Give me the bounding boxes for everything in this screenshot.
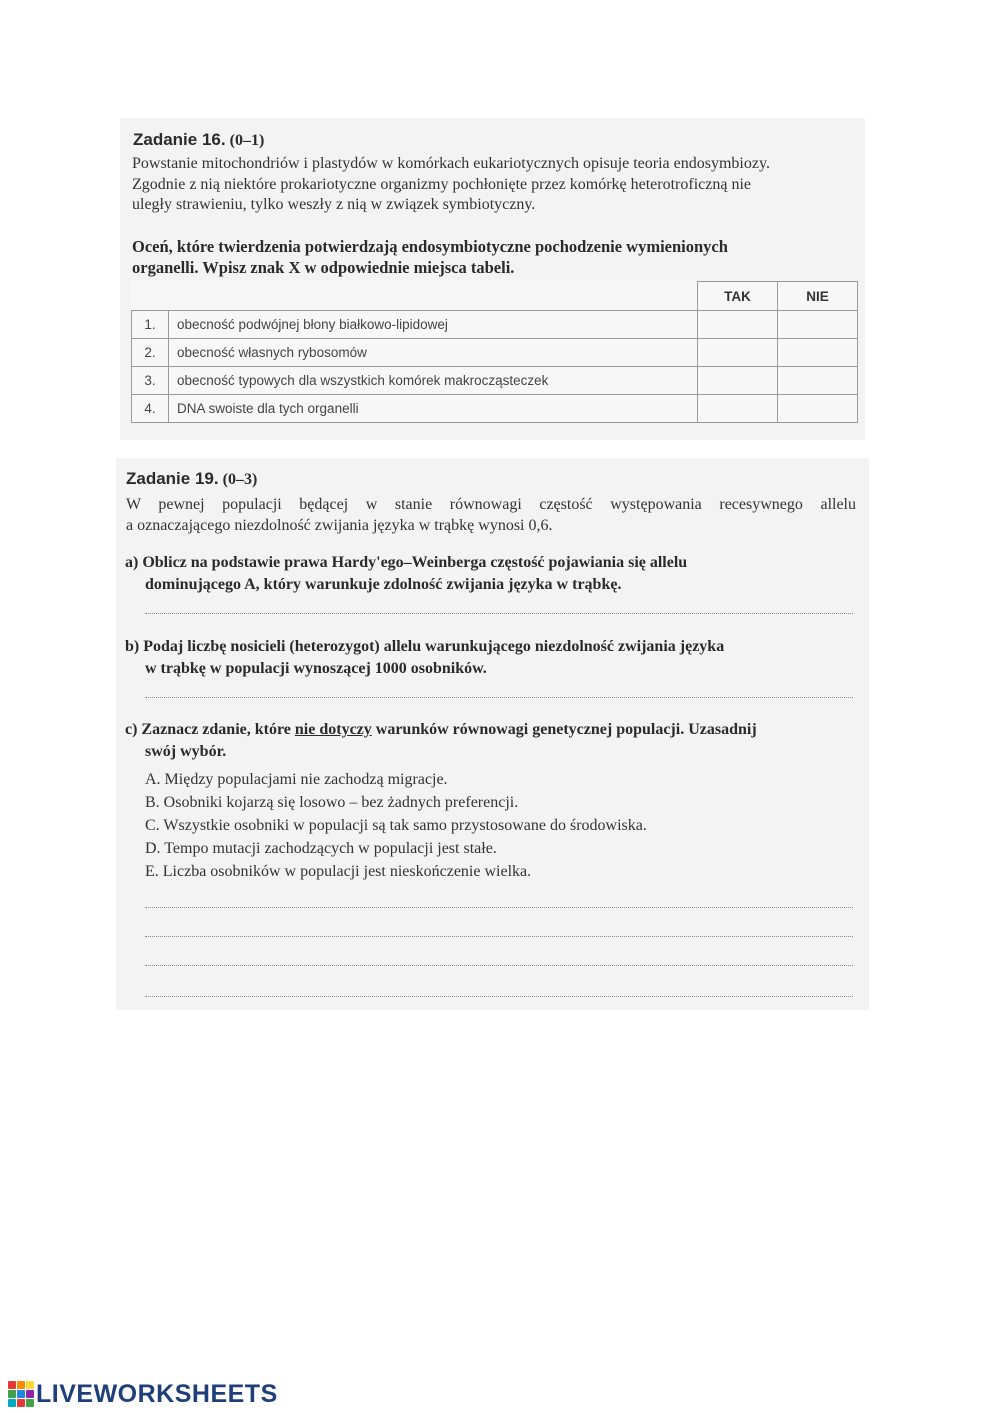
tak-answer-cell[interactable] — [698, 339, 778, 367]
tak-answer-cell[interactable] — [698, 395, 778, 423]
table-row — [132, 339, 858, 367]
row-statement: obecność własnych rybosomów — [169, 339, 698, 367]
logo-square — [17, 1390, 25, 1398]
logo-square — [26, 1390, 34, 1398]
table-row — [132, 395, 858, 423]
row-number: 4. — [132, 395, 169, 423]
task19-title: Zadanie 19. (0–3) — [126, 469, 258, 488]
question-c-options — [145, 768, 845, 883]
answer-line-a[interactable] — [145, 613, 853, 614]
option-d[interactable]: D. Tempo mutacji zachodzących w populacji jest stałe. — [145, 840, 497, 857]
row-statement: obecność typowych dla wszystkich komórek makrocząsteczek — [169, 367, 698, 395]
nie-answer-cell[interactable] — [778, 339, 858, 367]
logo-square — [17, 1399, 25, 1407]
nie-answer-cell[interactable] — [778, 367, 858, 395]
option-c[interactable]: C. Wszystkie osobniki w populacji są tak samo przystosowane do środowiska. — [145, 817, 647, 834]
answer-line-c1[interactable] — [145, 907, 853, 908]
nie-header: NIE — [778, 282, 858, 311]
task16-instruction: Oceń, które twierdzenia potwierdzają endosymbiotyczne pochodzenie wymienionych organelli. Wpisz znak X w odpowiednie miejsca tabeli. — [132, 237, 728, 277]
option-b[interactable]: B. Osobniki kojarzą się losowo – bez żadnych preferencji. — [145, 794, 519, 811]
tak-answer-cell[interactable] — [698, 367, 778, 395]
row-statement: DNA swoiste dla tych organelli — [169, 395, 698, 423]
logo-square — [17, 1381, 25, 1389]
table-row — [132, 311, 858, 339]
answer-line-c4[interactable] — [145, 996, 853, 997]
row-number: 3. — [132, 367, 169, 395]
answer-line-c3[interactable] — [145, 965, 853, 966]
brand-name: LIVEWORKSHEETS — [36, 1379, 278, 1408]
row-statement: obecność podwójnej błony białkowo-lipidowej — [169, 311, 698, 339]
task16-table — [131, 281, 858, 423]
row-number: 2. — [132, 339, 169, 367]
task16-title: Zadanie 16. (0–1) — [133, 130, 265, 149]
logo-square — [8, 1399, 16, 1407]
nie-answer-cell[interactable] — [778, 395, 858, 423]
row-number: 1. — [132, 311, 169, 339]
nie-answer-cell[interactable] — [778, 311, 858, 339]
task19-intro: W pewnej populacji będącej w stanie równowagi częstość występowania recesywnego allelu a oznaczającego niezdolność zwijania języka w trąbkę wynosi 0,6. — [126, 496, 856, 534]
logo-square — [26, 1381, 34, 1389]
logo-square — [8, 1390, 16, 1398]
tak-answer-cell[interactable] — [698, 311, 778, 339]
liveworksheets-logo-icon — [8, 1381, 34, 1407]
option-e[interactable]: E. Liczba osobników w populacji jest nieskończenie wielka. — [145, 863, 532, 880]
logo-square — [8, 1381, 16, 1389]
question-a: a) Oblicz na podstawie prawa Hardy'ego–Weinberga częstość pojawiania się allelu dominującego A, który warunkuje zdolność zwijania języka w trąbkę. — [125, 554, 688, 593]
table-header-row — [132, 282, 858, 311]
tak-header: TAK — [698, 282, 778, 311]
option-a[interactable]: A. Między populacjami nie zachodzą migracje. — [145, 771, 448, 788]
answer-line-b[interactable] — [145, 697, 853, 698]
table-row — [132, 367, 858, 395]
liveworksheets-logo[interactable] — [8, 1380, 278, 1408]
question-b: b) Podaj liczbę nosicieli (heterozygot) allelu warunkującego niezdolność zwijania języka w trąbkę w populacji wynoszącej 1000 osobników. — [125, 638, 725, 677]
logo-square — [26, 1399, 34, 1407]
task16-intro: Powstanie mitochondriów i plastydów w komórkach eukariotycznych opisuje teoria endosymbiozy. Zgodnie z nią niektóre prokariotyczne organizmy pochłonięte przez komórkę heterotroficzną nie uległy strawieniu, tylko weszły z nią w związek symbiotyczny. — [132, 155, 770, 213]
answer-line-c2[interactable] — [145, 936, 853, 937]
question-c: c) Zaznacz zdanie, które nie dotyczy warunków równowagi genetycznej populacji. Uzasadnij swój wybór. — [125, 721, 757, 760]
